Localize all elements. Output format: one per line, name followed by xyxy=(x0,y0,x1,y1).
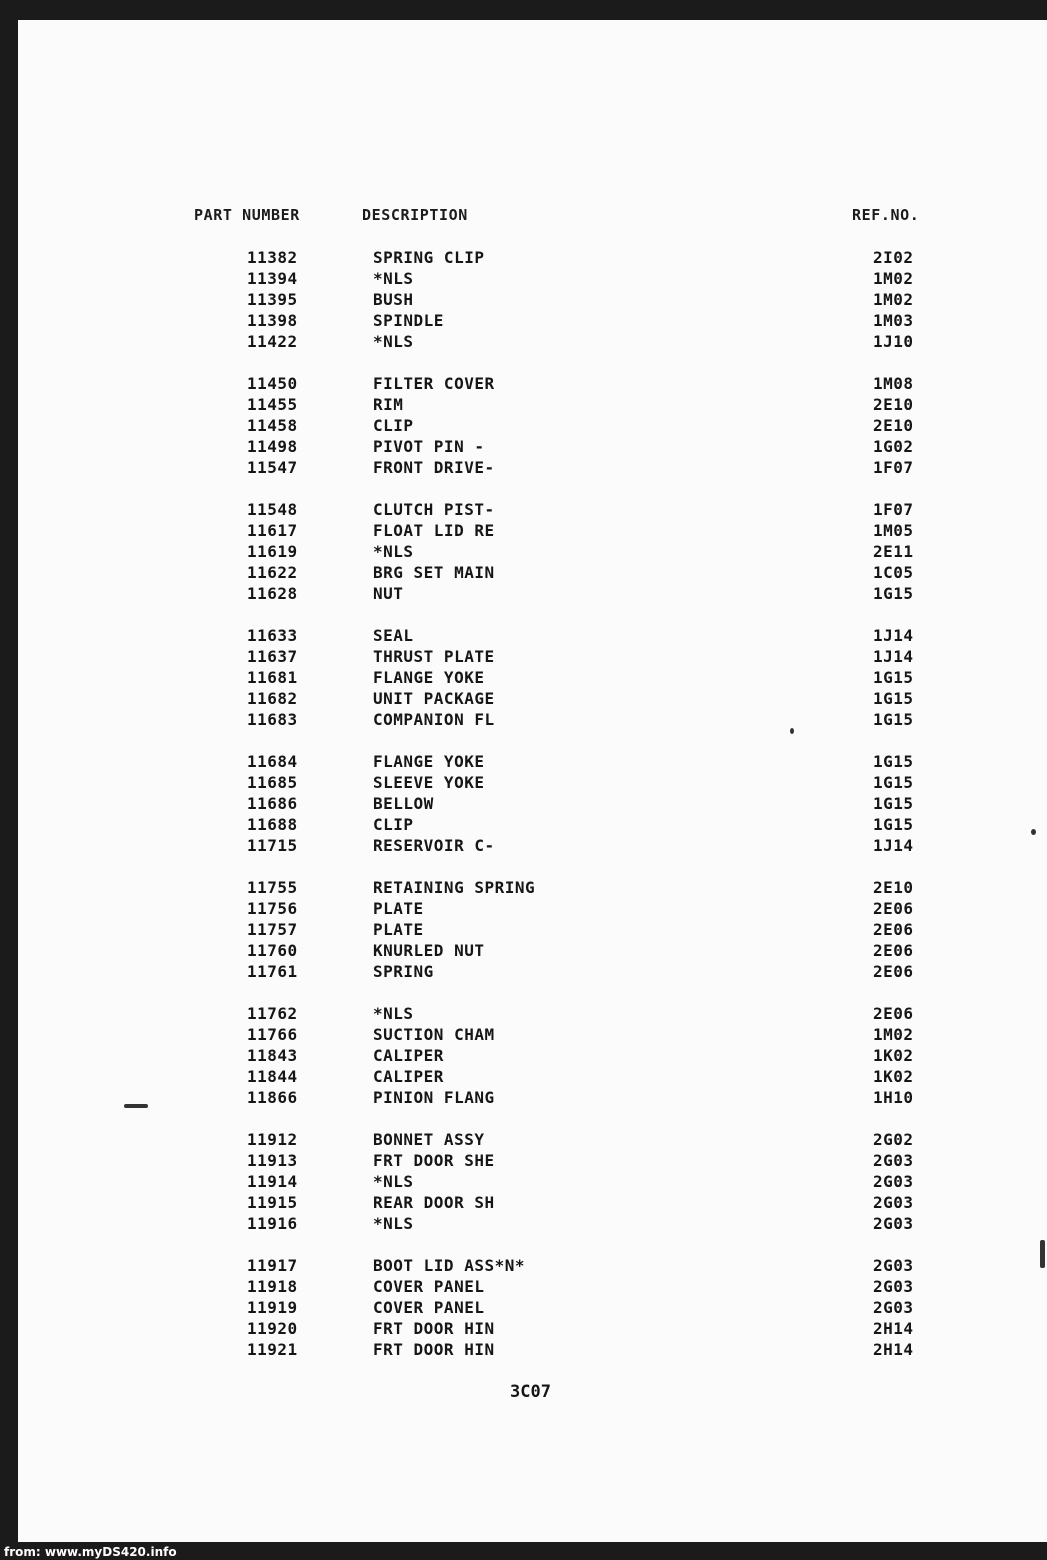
part-number-cell: 11450 xyxy=(247,374,298,393)
table-row xyxy=(0,836,1047,857)
description-cell: COVER PANEL xyxy=(373,1277,485,1296)
part-number-cell: 11760 xyxy=(247,941,298,960)
ref-no-cell: 2E06 xyxy=(873,962,914,981)
part-number-cell: 11398 xyxy=(247,311,298,330)
table-row xyxy=(0,563,1047,584)
description-cell: UNIT PACKAGE xyxy=(373,689,495,708)
part-number-cell: 11866 xyxy=(247,1088,298,1107)
ref-no-cell: 1J14 xyxy=(873,836,914,855)
table-row xyxy=(0,542,1047,563)
description-cell: BUSH xyxy=(373,290,414,309)
table-row xyxy=(0,290,1047,311)
table-row xyxy=(0,1046,1047,1067)
description-cell: BOOT LID ASS*N* xyxy=(373,1256,525,1275)
part-number-cell: 11619 xyxy=(247,542,298,561)
description-cell: BONNET ASSY xyxy=(373,1130,485,1149)
ref-no-cell: 1M02 xyxy=(873,1025,914,1044)
part-number-cell: 11422 xyxy=(247,332,298,351)
description-cell: *NLS xyxy=(373,1172,414,1191)
part-number-cell: 11843 xyxy=(247,1046,298,1065)
ref-no-cell: 2E11 xyxy=(873,542,914,561)
ref-no-cell: 1J14 xyxy=(873,626,914,645)
part-number-cell: 11917 xyxy=(247,1256,298,1275)
part-number-cell: 11547 xyxy=(247,458,298,477)
part-number-cell: 11762 xyxy=(247,1004,298,1023)
ref-no-cell: 2E06 xyxy=(873,941,914,960)
ref-no-cell: 1M03 xyxy=(873,311,914,330)
ref-no-cell: 2H14 xyxy=(873,1340,914,1359)
description-cell: *NLS xyxy=(373,269,414,288)
description-cell: CALIPER xyxy=(373,1067,444,1086)
description-cell: FRT DOOR HIN xyxy=(373,1340,495,1359)
description-cell: SLEEVE YOKE xyxy=(373,773,485,792)
part-number-cell: 11766 xyxy=(247,1025,298,1044)
ref-no-cell: 1M05 xyxy=(873,521,914,540)
ref-no-cell: 2E10 xyxy=(873,416,914,435)
description-cell: FRT DOOR SHE xyxy=(373,1151,495,1170)
ref-no-cell: 2E06 xyxy=(873,920,914,939)
table-row xyxy=(0,269,1047,290)
table-row xyxy=(0,773,1047,794)
description-cell: PINION FLANG xyxy=(373,1088,495,1107)
description-cell: BRG SET MAIN xyxy=(373,563,495,582)
table-row xyxy=(0,332,1047,353)
scan-speck xyxy=(790,728,794,734)
description-cell: FRT DOOR HIN xyxy=(373,1319,495,1338)
part-number-cell: 11761 xyxy=(247,962,298,981)
table-row xyxy=(0,626,1047,647)
ref-no-cell: 1G15 xyxy=(873,815,914,834)
table-row xyxy=(0,458,1047,479)
ref-no-cell: 1G15 xyxy=(873,773,914,792)
page-id: 3C07 xyxy=(510,1382,551,1402)
description-cell: COMPANION FL xyxy=(373,710,495,729)
ref-no-cell: 2E06 xyxy=(873,899,914,918)
description-cell: *NLS xyxy=(373,542,414,561)
part-number-cell: 11920 xyxy=(247,1319,298,1338)
ref-no-cell: 2G03 xyxy=(873,1214,914,1233)
part-number-cell: 11382 xyxy=(247,248,298,267)
part-number-cell: 11913 xyxy=(247,1151,298,1170)
scan-speck xyxy=(124,1104,148,1108)
table-row xyxy=(0,1193,1047,1214)
ref-no-cell: 2E10 xyxy=(873,878,914,897)
source-footer: from: www.myDS420.info xyxy=(4,1545,177,1559)
table-row xyxy=(0,1088,1047,1109)
table-row xyxy=(0,1214,1047,1235)
table-row xyxy=(0,395,1047,416)
table-row xyxy=(0,899,1047,920)
table-row xyxy=(0,962,1047,983)
ref-no-cell: 1J10 xyxy=(873,332,914,351)
part-number-cell: 11455 xyxy=(247,395,298,414)
part-number-cell: 11756 xyxy=(247,899,298,918)
ref-no-cell: 2G03 xyxy=(873,1172,914,1191)
part-number-cell: 11395 xyxy=(247,290,298,309)
part-number-cell: 11915 xyxy=(247,1193,298,1212)
part-number-cell: 11755 xyxy=(247,878,298,897)
table-row xyxy=(0,1256,1047,1277)
table-row xyxy=(0,521,1047,542)
table-row xyxy=(0,1130,1047,1151)
ref-no-cell: 1G15 xyxy=(873,794,914,813)
scan-speck xyxy=(1040,1240,1045,1268)
ref-no-cell: 1G15 xyxy=(873,752,914,771)
table-row xyxy=(0,500,1047,521)
ref-no-cell: 1M08 xyxy=(873,374,914,393)
ref-no-cell: 2E10 xyxy=(873,395,914,414)
table-row xyxy=(0,941,1047,962)
part-number-cell: 11912 xyxy=(247,1130,298,1149)
description-cell: RIM xyxy=(373,395,404,414)
table-row xyxy=(0,815,1047,836)
table-row xyxy=(0,1004,1047,1025)
part-number-cell: 11682 xyxy=(247,689,298,708)
ref-no-cell: 1G15 xyxy=(873,689,914,708)
table-row xyxy=(0,374,1047,395)
header-description: DESCRIPTION xyxy=(362,206,468,224)
table-row xyxy=(0,437,1047,458)
ref-no-cell: 1G15 xyxy=(873,584,914,603)
part-number-cell: 11844 xyxy=(247,1067,298,1086)
part-number-cell: 11622 xyxy=(247,563,298,582)
part-number-cell: 11617 xyxy=(247,521,298,540)
part-number-cell: 11921 xyxy=(247,1340,298,1359)
table-row xyxy=(0,1319,1047,1340)
table-row xyxy=(0,1151,1047,1172)
description-cell: KNURLED NUT xyxy=(373,941,485,960)
description-cell: *NLS xyxy=(373,332,414,351)
description-cell: FRONT DRIVE- xyxy=(373,458,495,477)
ref-no-cell: 2G02 xyxy=(873,1130,914,1149)
ref-no-cell: 1M02 xyxy=(873,269,914,288)
description-cell: NUT xyxy=(373,584,404,603)
part-number-cell: 11715 xyxy=(247,836,298,855)
ref-no-cell: 1C05 xyxy=(873,563,914,582)
part-number-cell: 11637 xyxy=(247,647,298,666)
header-part-number: PART NUMBER xyxy=(194,206,300,224)
description-cell: CALIPER xyxy=(373,1046,444,1065)
table-row xyxy=(0,584,1047,605)
description-cell: COVER PANEL xyxy=(373,1298,485,1317)
table-row xyxy=(0,752,1047,773)
part-number-cell: 11394 xyxy=(247,269,298,288)
description-cell: PLATE xyxy=(373,920,424,939)
table-row xyxy=(0,1277,1047,1298)
part-number-cell: 11914 xyxy=(247,1172,298,1191)
ref-no-cell: 1M02 xyxy=(873,290,914,309)
ref-no-cell: 1G15 xyxy=(873,668,914,687)
part-number-cell: 11633 xyxy=(247,626,298,645)
description-cell: FILTER COVER xyxy=(373,374,495,393)
description-cell: PLATE xyxy=(373,899,424,918)
description-cell: *NLS xyxy=(373,1214,414,1233)
table-row xyxy=(0,920,1047,941)
description-cell: BELLOW xyxy=(373,794,434,813)
table-row xyxy=(0,1340,1047,1361)
ref-no-cell: 2H14 xyxy=(873,1319,914,1338)
description-cell: RESERVOIR C- xyxy=(373,836,495,855)
ref-no-cell: 2E06 xyxy=(873,1004,914,1023)
scan-speck xyxy=(1031,829,1036,835)
table-row xyxy=(0,878,1047,899)
part-number-cell: 11688 xyxy=(247,815,298,834)
ref-no-cell: 1G02 xyxy=(873,437,914,456)
description-cell: CLIP xyxy=(373,416,414,435)
header-ref-no: REF.NO. xyxy=(852,206,920,224)
table-row xyxy=(0,668,1047,689)
ref-no-cell: 1H10 xyxy=(873,1088,914,1107)
ref-no-cell: 1K02 xyxy=(873,1067,914,1086)
table-row xyxy=(0,647,1047,668)
table-row xyxy=(0,689,1047,710)
table-row xyxy=(0,1172,1047,1193)
table-row xyxy=(0,311,1047,332)
description-cell: FLANGE YOKE xyxy=(373,752,485,771)
part-number-cell: 11686 xyxy=(247,794,298,813)
description-cell: REAR DOOR SH xyxy=(373,1193,495,1212)
part-number-cell: 11918 xyxy=(247,1277,298,1296)
table-row xyxy=(0,794,1047,815)
table-row xyxy=(0,1298,1047,1319)
part-number-cell: 11919 xyxy=(247,1298,298,1317)
description-cell: PIVOT PIN - xyxy=(373,437,485,456)
description-cell: SEAL xyxy=(373,626,414,645)
ref-no-cell: 1J14 xyxy=(873,647,914,666)
part-number-cell: 11916 xyxy=(247,1214,298,1233)
part-number-cell: 11684 xyxy=(247,752,298,771)
ref-no-cell: 1G15 xyxy=(873,710,914,729)
table-row xyxy=(0,1025,1047,1046)
table-row xyxy=(0,1067,1047,1088)
description-cell: *NLS xyxy=(373,1004,414,1023)
description-cell: RETAINING SPRING xyxy=(373,878,536,897)
table-row xyxy=(0,710,1047,731)
ref-no-cell: 2G03 xyxy=(873,1151,914,1170)
ref-no-cell: 2G03 xyxy=(873,1298,914,1317)
ref-no-cell: 2I02 xyxy=(873,248,914,267)
part-number-cell: 11685 xyxy=(247,773,298,792)
part-number-cell: 11683 xyxy=(247,710,298,729)
description-cell: FLOAT LID RE xyxy=(373,521,495,540)
part-number-cell: 11498 xyxy=(247,437,298,456)
ref-no-cell: 2G03 xyxy=(873,1256,914,1275)
part-number-cell: 11628 xyxy=(247,584,298,603)
description-cell: CLIP xyxy=(373,815,414,834)
description-cell: FLANGE YOKE xyxy=(373,668,485,687)
description-cell: SUCTION CHAM xyxy=(373,1025,495,1044)
ref-no-cell: 1F07 xyxy=(873,500,914,519)
table-row xyxy=(0,416,1047,437)
ref-no-cell: 2G03 xyxy=(873,1277,914,1296)
description-cell: THRUST PLATE xyxy=(373,647,495,666)
part-number-cell: 11458 xyxy=(247,416,298,435)
ref-no-cell: 1K02 xyxy=(873,1046,914,1065)
description-cell: CLUTCH PIST- xyxy=(373,500,495,519)
description-cell: SPINDLE xyxy=(373,311,444,330)
part-number-cell: 11548 xyxy=(247,500,298,519)
table-row xyxy=(0,248,1047,269)
part-number-cell: 11757 xyxy=(247,920,298,939)
description-cell: SPRING xyxy=(373,962,434,981)
ref-no-cell: 2G03 xyxy=(873,1193,914,1212)
part-number-cell: 11681 xyxy=(247,668,298,687)
description-cell: SPRING CLIP xyxy=(373,248,485,267)
ref-no-cell: 1F07 xyxy=(873,458,914,477)
